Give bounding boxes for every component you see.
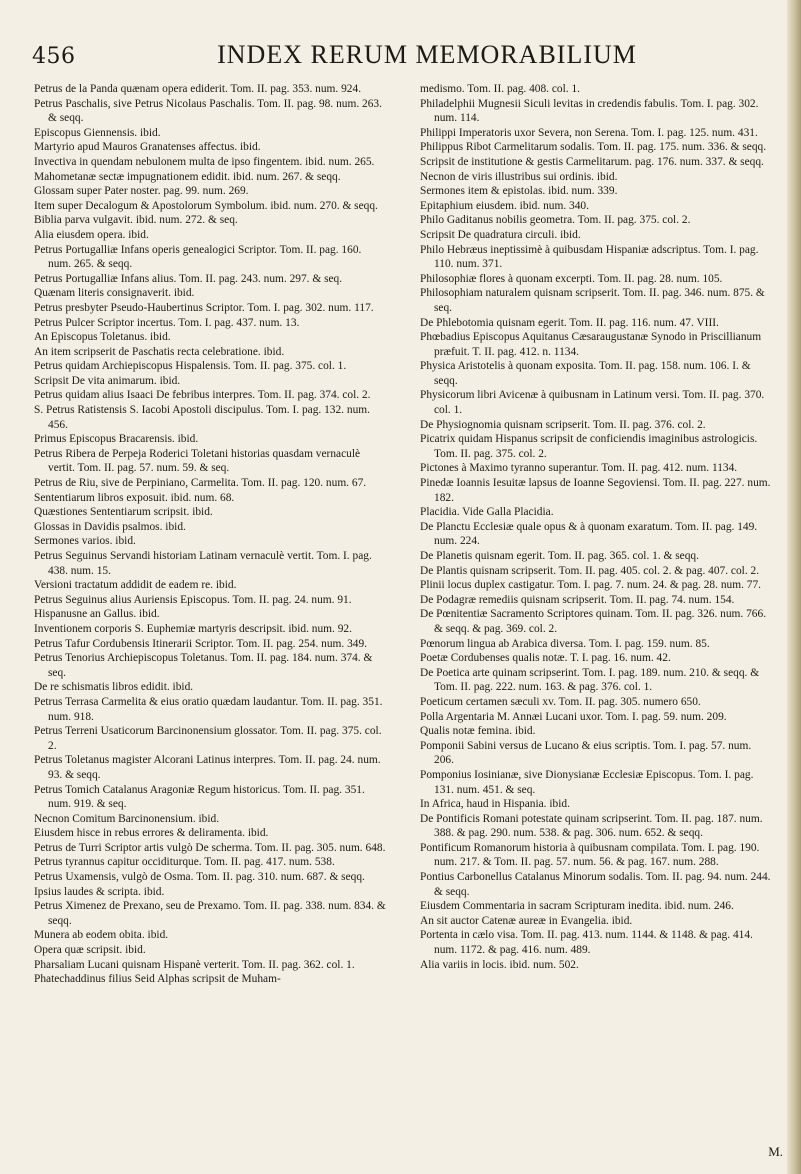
index-entry: Petrus Tafur Cordubensis Itinerarii Scriptor. Tom. II. pag. 254. num. 349. bbox=[34, 637, 368, 650]
index-entry: Petrus Terrasa Carmelita & eius oratio quædam laudantur. Tom. II. pag. 351. num. 918. bbox=[34, 695, 383, 723]
index-entry: Philippus Ribot Carmelitarum sodalis. Tom. II. pag. 175. num. 336. & seqq. bbox=[420, 141, 767, 154]
index-entry: Pictones à Maximo tyranno superantur. Tom. II. pag. 412. num. 1134. bbox=[420, 462, 738, 475]
index-entry: Sententiarum libros exposuit. ibid. num. 68. bbox=[34, 491, 235, 504]
index-entry: Picatrix quidam Hispanus scripsit de conficiendis imaginibus astrologicis. Tom. II. pag. 375. col. 2. bbox=[420, 433, 758, 460]
index-entry: Versioni tractatum addidit de eadem re. ibid. bbox=[34, 579, 237, 592]
index-entry: Pinedæ Ioannis Iesuitæ lapsus de Ioanne Segoviensi. Tom. II. pag. 227. num. 182. bbox=[420, 477, 771, 504]
index-entry: Petrus quidam alius Isaaci De febribus interpres. Tom. II. pag. 374. col. 2. bbox=[34, 389, 371, 402]
running-head: INDEX RERUM MEMORABILIUM bbox=[217, 40, 637, 69]
index-entry: Philo Gaditanus nobilis geometra. Tom. II. pag. 375. col. 2. bbox=[420, 214, 691, 227]
index-entry: Biblia parva vulgavit. ibid. num. 272. & seq. bbox=[34, 214, 238, 227]
index-entry: Physicorum libri Avicenæ à quibusnam in Latinum versi. Tom. II. pag. 370. col. 1. bbox=[420, 389, 765, 417]
index-entry: De Phlebotomia quisnam egerit. Tom. II. pag. 116. num. 47. VIII. bbox=[420, 316, 719, 329]
index-entry: Mahometanæ sectæ impugnationem edidit. ibid. num. 267. & seqq. bbox=[34, 170, 341, 183]
index-entry: Petrus de la Panda quænam opera ediderit. Tom. II. pag. 353. num. 924. bbox=[34, 83, 362, 95]
index-entry: Alia eiusdem opera. ibid. bbox=[34, 228, 149, 241]
index-entry: Phœbadius Episcopus Aquitanus Cæsaraugustanæ Synodo in Priscillianum præfuit. T. II. pag. 412. n. 1134. bbox=[420, 331, 762, 358]
index-entry: Petrus Ximenez de Prexano, seu de Prexamo. Tom. II. pag. 338. num. 834. & seqq. bbox=[34, 900, 386, 927]
index-entry: Necnon Comitum Barcinonensium. ibid. bbox=[34, 812, 220, 825]
index-entry: Scripsit De quadratura circuli. ibid. bbox=[420, 228, 581, 241]
index-entry: Munera ab eodem obita. ibid. bbox=[34, 929, 169, 942]
index-entry: Petrus Portugalliæ Infans alius. Tom. II. pag. 243. num. 297. & seq. bbox=[34, 272, 343, 285]
index-entry: Petrus Seguinus alius Auriensis Episcopus. Tom. II. pag. 24. num. 91. bbox=[34, 593, 352, 606]
index-entry: Philo Hebræus ineptissimè à quibusdam Hispaniæ adscriptus. Tom. I. pag. 110. num. 371. bbox=[420, 243, 759, 271]
index-entry: Poetæ Cordubenses qualis notæ. T. I. pag. 16. num. 42. bbox=[420, 652, 671, 665]
index-entry: S. Petrus Ratistensis S. Iacobi Apostoli discipulus. Tom. I. pag. 132. num. 456. bbox=[34, 404, 370, 431]
page-number: 456 bbox=[32, 44, 76, 69]
index-entry: De Pœnitentiæ Sacramento Scriptores quinam. Tom. II. pag. 326. num. 766. & seqq. & pag. 369. col. 2. bbox=[420, 608, 767, 635]
index-entry: Alia variis in locis. ibid. num. 502. bbox=[420, 958, 579, 971]
index-entry: Petrus Terreni Usaticorum Barcinonensium glossator. Tom. II. pag. 375. col. 2. bbox=[34, 725, 382, 752]
index-entry: Quænam literis consignaverit. ibid. bbox=[34, 287, 195, 300]
index-entry: Petrus Tomich Catalanus Aragoniæ Regum historicus. Tom. II. pag. 351. num. 919. & seq. bbox=[34, 783, 365, 811]
index-entry: Quæstiones Sententiarum scripsit. ibid. bbox=[34, 506, 213, 519]
index-entry: Petrus Seguinus Servandi historiam Latinam vernaculè vertit. Tom. I. pag. 438. num. 15. bbox=[34, 550, 372, 577]
index-entry: Opera quæ scripsit. ibid. bbox=[34, 944, 146, 957]
index-entry: Scripsit de institutione & gestis Carmelitarum. pag. 176. num. 337. & seqq. bbox=[420, 155, 764, 168]
index-entry: Petrus quidam Archiepiscopus Hispalensis. Tom. II. pag. 375. col. 1. bbox=[34, 360, 347, 373]
index-entry: Invectiva in quendam nebulonem multa de ipso fingentem. ibid. num. 265. bbox=[34, 155, 375, 168]
page-header bbox=[32, 40, 772, 72]
index-entry: Petrus de Turri Scriptor artis vulgò De scherma. Tom. II. pag. 305. num. 648. bbox=[34, 841, 386, 854]
index-entry: Petrus Portugalliæ Infans operis genealogici Scriptor. Tom. II. pag. 160. num. 265. & seqq. bbox=[34, 243, 362, 271]
index-entry: Poeticum certamen sæculi xv. Tom. II. pag. 305. numero 650. bbox=[420, 695, 701, 708]
index-entry: De Physiognomia quisnam scripserit. Tom. II. pag. 376. col. 2. bbox=[420, 418, 706, 431]
index-entry: De re schismatis libros edidit. ibid. bbox=[34, 681, 194, 694]
index-entry: Pœnorum lingua ab Arabica diversa. Tom. I. pag. 159. num. 85. bbox=[420, 637, 710, 650]
index-entry: Pomponius Iosinianæ, sive Dionysianæ Ecclesiæ Episcopus. Tom. I. pag. 131. num. 451. & seq. bbox=[420, 768, 754, 796]
index-entry: Inventionem corporis S. Euphemiæ martyris descripsit. ibid. num. 92. bbox=[34, 622, 352, 635]
index-entry: Sermones varios. ibid. bbox=[34, 535, 136, 548]
index-entry: Pontificum Romanorum historia à quibusnam compilata. Tom. I. pag. 190. num. 217. & Tom. II. pag. 57. num. 56. & pag. 167. num. 288. bbox=[420, 841, 760, 869]
index-entry: An sit auctor Catenæ aureæ in Evangelia. ibid. bbox=[420, 914, 633, 927]
index-entry: Petrus Toletanus magister Alcorani Latinus interpres. Tom. II. pag. 24. num. 93. & seqq. bbox=[34, 754, 381, 781]
index-entry: Petrus Paschalis, sive Petrus Nicolaus Paschalis. Tom. II. pag. 98. num. 263. & seqq. bbox=[34, 97, 382, 125]
index-entry: Philippi Imperatoris uxor Severa, non Serena. Tom. I. pag. 125. num. 431. bbox=[420, 126, 758, 139]
left-column bbox=[34, 82, 386, 1162]
index-entry: Episcopus Giennensis. ibid. bbox=[34, 126, 161, 139]
index-entry: De Pontificis Romani potestate quinam scripserint. Tom. II. pag. 187. num. 388. & pag. 290. num. 538. & pag. 306. num. 652. & seqq. bbox=[420, 812, 763, 840]
index-entry: An Episcopus Toletanus. ibid. bbox=[34, 331, 171, 344]
index-entry: Scripsit De vita animarum. ibid. bbox=[34, 374, 181, 387]
index-entry: Philadelphii Mugnesii Siculi levitas in credendis fabulis. Tom. I. pag. 302. num. 114. bbox=[420, 97, 759, 125]
index-entry: Petrus de Riu, sive de Perpiniano, Carmelita. Tom. II. pag. 120. num. 67. bbox=[34, 477, 367, 490]
index-entry: Item super Decalogum & Apostolorum Symbolum. ibid. num. 270. & seqq. bbox=[34, 199, 378, 212]
index-entry: Glossas in Davidis psalmos. ibid. bbox=[34, 520, 186, 533]
index-entry: Phatechaddinus filius Seid Alphas scripsit de Muham- bbox=[34, 973, 281, 986]
index-entry: An item scripserit de Paschatis recta celebratione. ibid. bbox=[34, 345, 285, 358]
index-entry: Petrus presbyter Pseudo-Haubertinus Scriptor. Tom. I. pag. 302. num. 117. bbox=[34, 301, 374, 314]
index-entry: Polla Argentaria M. Annæi Lucani uxor. Tom. I. pag. 59. num. 209. bbox=[420, 710, 727, 723]
index-columns bbox=[34, 82, 774, 1162]
index-entry: De Planetis quisnam egerit. Tom. II. pag. 365. col. 1. & seqq. bbox=[420, 550, 699, 562]
index-entry: De Podagræ remediis quisnam scripserit. Tom. II. pag. 74. num. 154. bbox=[420, 593, 735, 606]
index-entry: Pomponii Sabini versus de Lucano & eius scriptis. Tom. I. pag. 57. num. 206. bbox=[420, 739, 752, 767]
index-entry: Pharsaliam Lucani quisnam Hispanè verterit. Tom. II. pag. 362. col. 1. bbox=[34, 958, 355, 971]
page-spine-edge bbox=[787, 0, 801, 1174]
index-entry: Pontius Carbonellus Catalanus Minorum sodalis. Tom. II. pag. 94. num. 244. & seqq. bbox=[420, 871, 771, 898]
index-entry: Physica Aristotelis à quonam exposita. Tom. II. pag. 158. num. 106. I. & seqq. bbox=[420, 360, 751, 387]
index-entry: Primus Episcopus Bracarensis. ibid. bbox=[34, 433, 199, 446]
right-column bbox=[420, 82, 772, 1162]
index-entry: Eiusdem Commentaria in sacram Scripturam inedita. ibid. num. 246. bbox=[420, 900, 734, 913]
index-entry: Petrus Ribera de Perpeja Roderici Toletani historias quasdam vernaculè vertit. Tom. II. pag. 57. num. 59. & seq. bbox=[34, 447, 361, 475]
index-entry: De Poetica arte quinam scripserint. Tom. I. pag. 189. num. 210. & seqq. & Tom. II. pag. 222. num. 163. & pag. 376. col. 1. bbox=[420, 666, 760, 694]
index-entry: Hispanusne an Gallus. ibid. bbox=[34, 608, 160, 621]
index-entry: Martyrio apud Mauros Granatenses affectus. ibid. bbox=[34, 141, 261, 154]
index-entry: De Planctu Ecclesiæ quale opus & à quonam exaratum. Tom. II. pag. 149. num. 224. bbox=[420, 520, 758, 548]
index-entry: In Africa, haud in Hispania. ibid. bbox=[420, 798, 570, 811]
index-entry: Ipsius laudes & scripta. ibid. bbox=[34, 885, 165, 898]
index-entry: Petrus tyrannus capitur occiditurque. Tom. II. pag. 417. num. 538. bbox=[34, 856, 335, 869]
index-entry: Petrus Uxamensis, vulgò de Osma. Tom. II. pag. 310. num. 687. & seqq. bbox=[34, 871, 365, 884]
index-entry: Placidia. Vide Galla Placidia. bbox=[420, 506, 554, 519]
index-entry: Epitaphium eiusdem. ibid. num. 340. bbox=[420, 199, 589, 212]
index-entry: Plinii locus duplex castigatur. Tom. I. pag. 7. num. 24. & pag. 28. num. 77. bbox=[420, 579, 762, 592]
index-entry: Eiusdem hisce in rebus errores & deliramenta. ibid. bbox=[34, 827, 269, 840]
index-entry: Portenta in cælo visa. Tom. II. pag. 413. num. 1144. & 1148. & pag. 414. num. 1172. & pag. 416. num. 489. bbox=[420, 929, 753, 957]
index-entry: Glossam super Pater noster. pag. 99. num. 269. bbox=[34, 185, 249, 198]
index-entry: Philosophiæ flores à quonam excerpti. Tom. II. pag. 28. num. 105. bbox=[420, 272, 723, 285]
index-entry: Petrus Tenorius Archiepiscopus Toletanus. Tom. II. pag. 184. num. 374. & seq. bbox=[34, 652, 373, 679]
catchword: M. bbox=[768, 1144, 783, 1159]
index-entry: Necnon de viris illustribus sui ordinis. ibid. bbox=[420, 170, 618, 183]
index-entry: De Plantis quisnam scripserit. Tom. II. pag. 405. col. 2. & pag. 407. col. 2. bbox=[420, 564, 760, 577]
index-entry: medismo. Tom. II. pag. 408. col. 1. bbox=[420, 83, 581, 95]
index-entry: Philosophiam naturalem quisnam scripserit. Tom. II. pag. 346. num. 875. & seq. bbox=[420, 287, 765, 314]
index-entry: Petrus Pulcer Scriptor incertus. Tom. I. pag. 437. num. 13. bbox=[34, 316, 300, 329]
index-entry: Sermones item & epistolas. ibid. num. 339. bbox=[420, 185, 618, 198]
index-entry: Qualis notæ femina. ibid. bbox=[420, 725, 536, 738]
